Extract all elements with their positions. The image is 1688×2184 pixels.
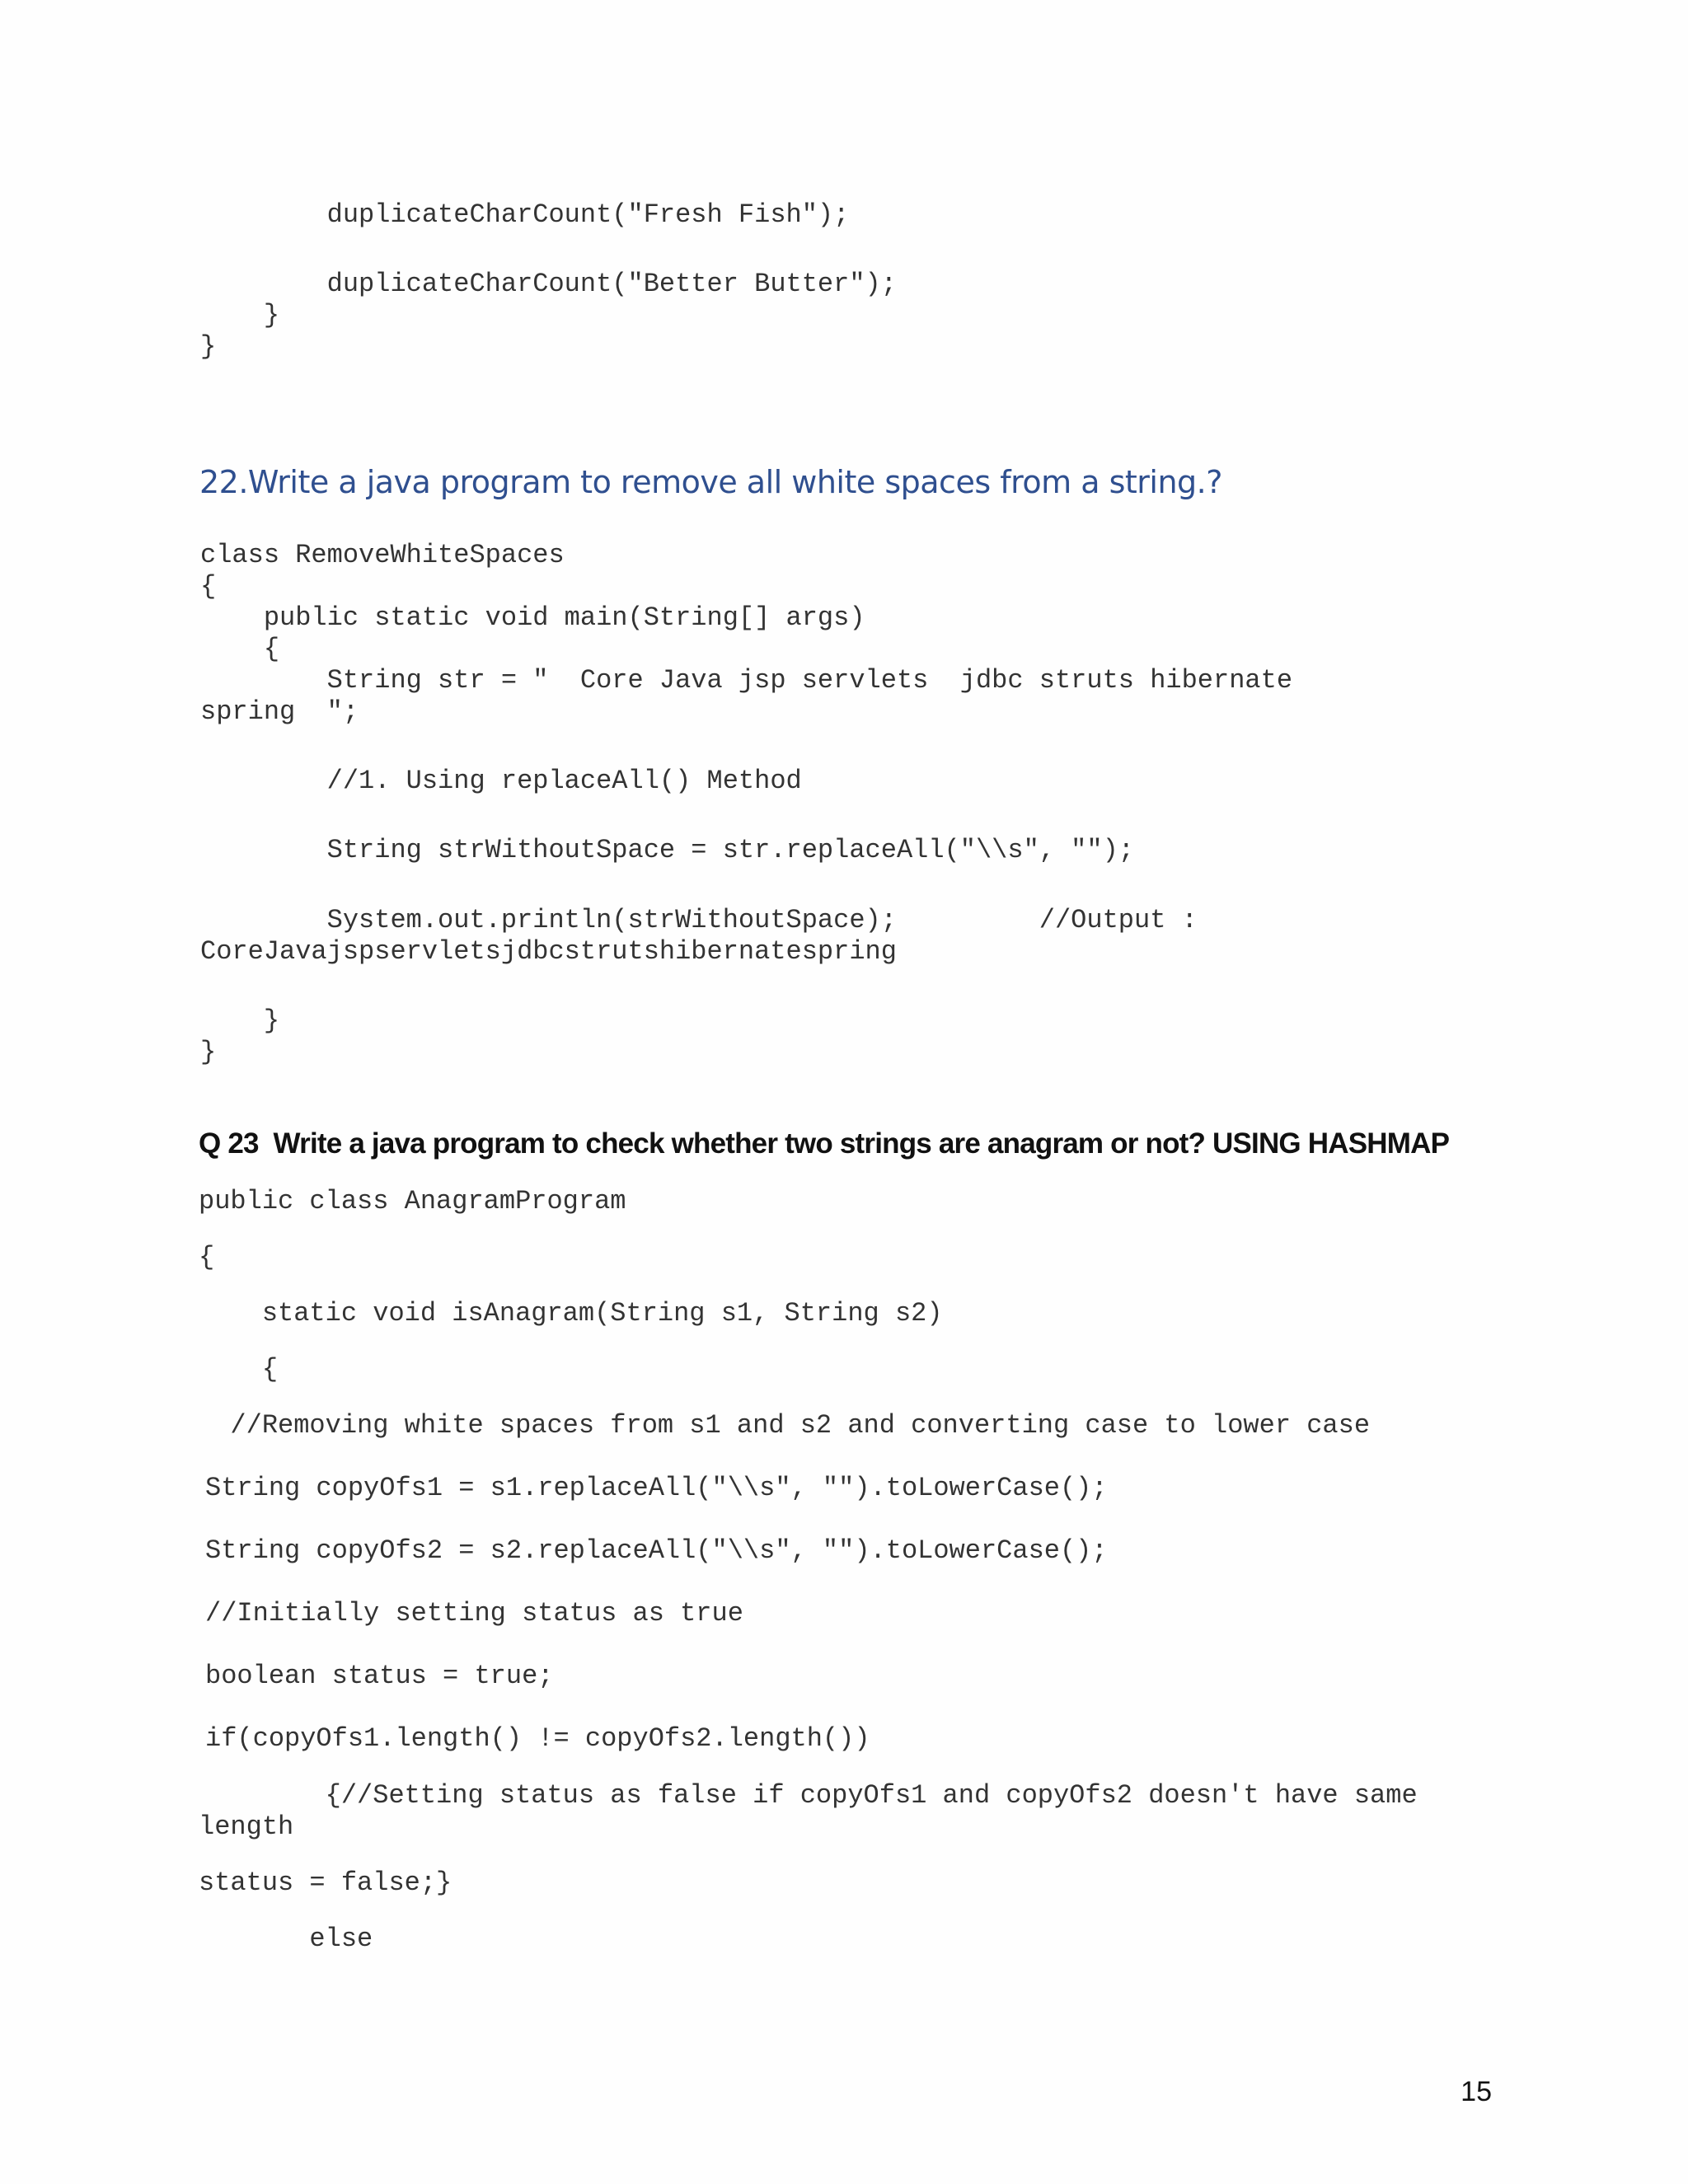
code-line: duplicateCharCount("Better Butter");: [200, 269, 897, 299]
q22-heading: 22.Write a java program to remove all white spaces from a string.?: [199, 464, 1222, 500]
code-line: String copyOfs1 = s1.replaceAll("\\s", "").toLowerCase();: [205, 1473, 1108, 1503]
code-line: static void isAnagram(String s1, String s2): [199, 1298, 943, 1329]
code-line: CoreJavajspservletsjdbcstrutshibernatespring: [200, 936, 897, 967]
code-line: //Initially setting status as true: [205, 1598, 743, 1629]
code-line: String copyOfs2 = s2.replaceAll("\\s", "").toLowerCase();: [205, 1535, 1108, 1566]
page-number: 15: [1461, 2076, 1492, 2107]
code-line: String strWithoutSpace = str.replaceAll("\\s", "");: [200, 835, 1134, 865]
code-line: }: [200, 300, 280, 330]
code-line: length: [199, 1811, 294, 1842]
code-line: {: [199, 1354, 279, 1385]
code-line: status = false;}: [199, 1868, 452, 1898]
code-line: spring ";: [200, 696, 359, 727]
code-line: }: [200, 331, 217, 362]
code-line: //1. Using replaceAll() Method: [200, 766, 802, 796]
code-line: }: [200, 1037, 217, 1067]
code-line: boolean status = true;: [205, 1661, 554, 1691]
code-line: public class AnagramProgram: [199, 1186, 626, 1216]
code-line: {: [200, 634, 280, 664]
code-line: if(copyOfs1.length() != copyOfs2.length()): [205, 1723, 870, 1754]
code-line: class RemoveWhiteSpaces: [200, 540, 565, 570]
code-line: else: [199, 1924, 373, 1954]
code-line: {: [200, 571, 217, 602]
code-line: }: [200, 1005, 280, 1036]
code-line: System.out.println(strWithoutSpace); //Output :: [200, 905, 1198, 935]
code-line: //Removing white spaces from s1 and s2 and converting case to lower case: [199, 1410, 1371, 1441]
code-line: String str = " Core Java jsp servlets jdbc struts hibernate: [200, 665, 1293, 696]
code-line: {//Setting status as false if copyOfs1 and copyOfs2 doesn't have same: [199, 1780, 1418, 1811]
code-line: public static void main(String[] args): [200, 602, 865, 633]
code-line: {: [199, 1242, 215, 1272]
q23-heading: Q 23 Write a java program to check whether two strings are anagram or not? USING HASHMAP: [199, 1127, 1450, 1160]
code-line: duplicateCharCount("Fresh Fish");: [200, 199, 850, 230]
